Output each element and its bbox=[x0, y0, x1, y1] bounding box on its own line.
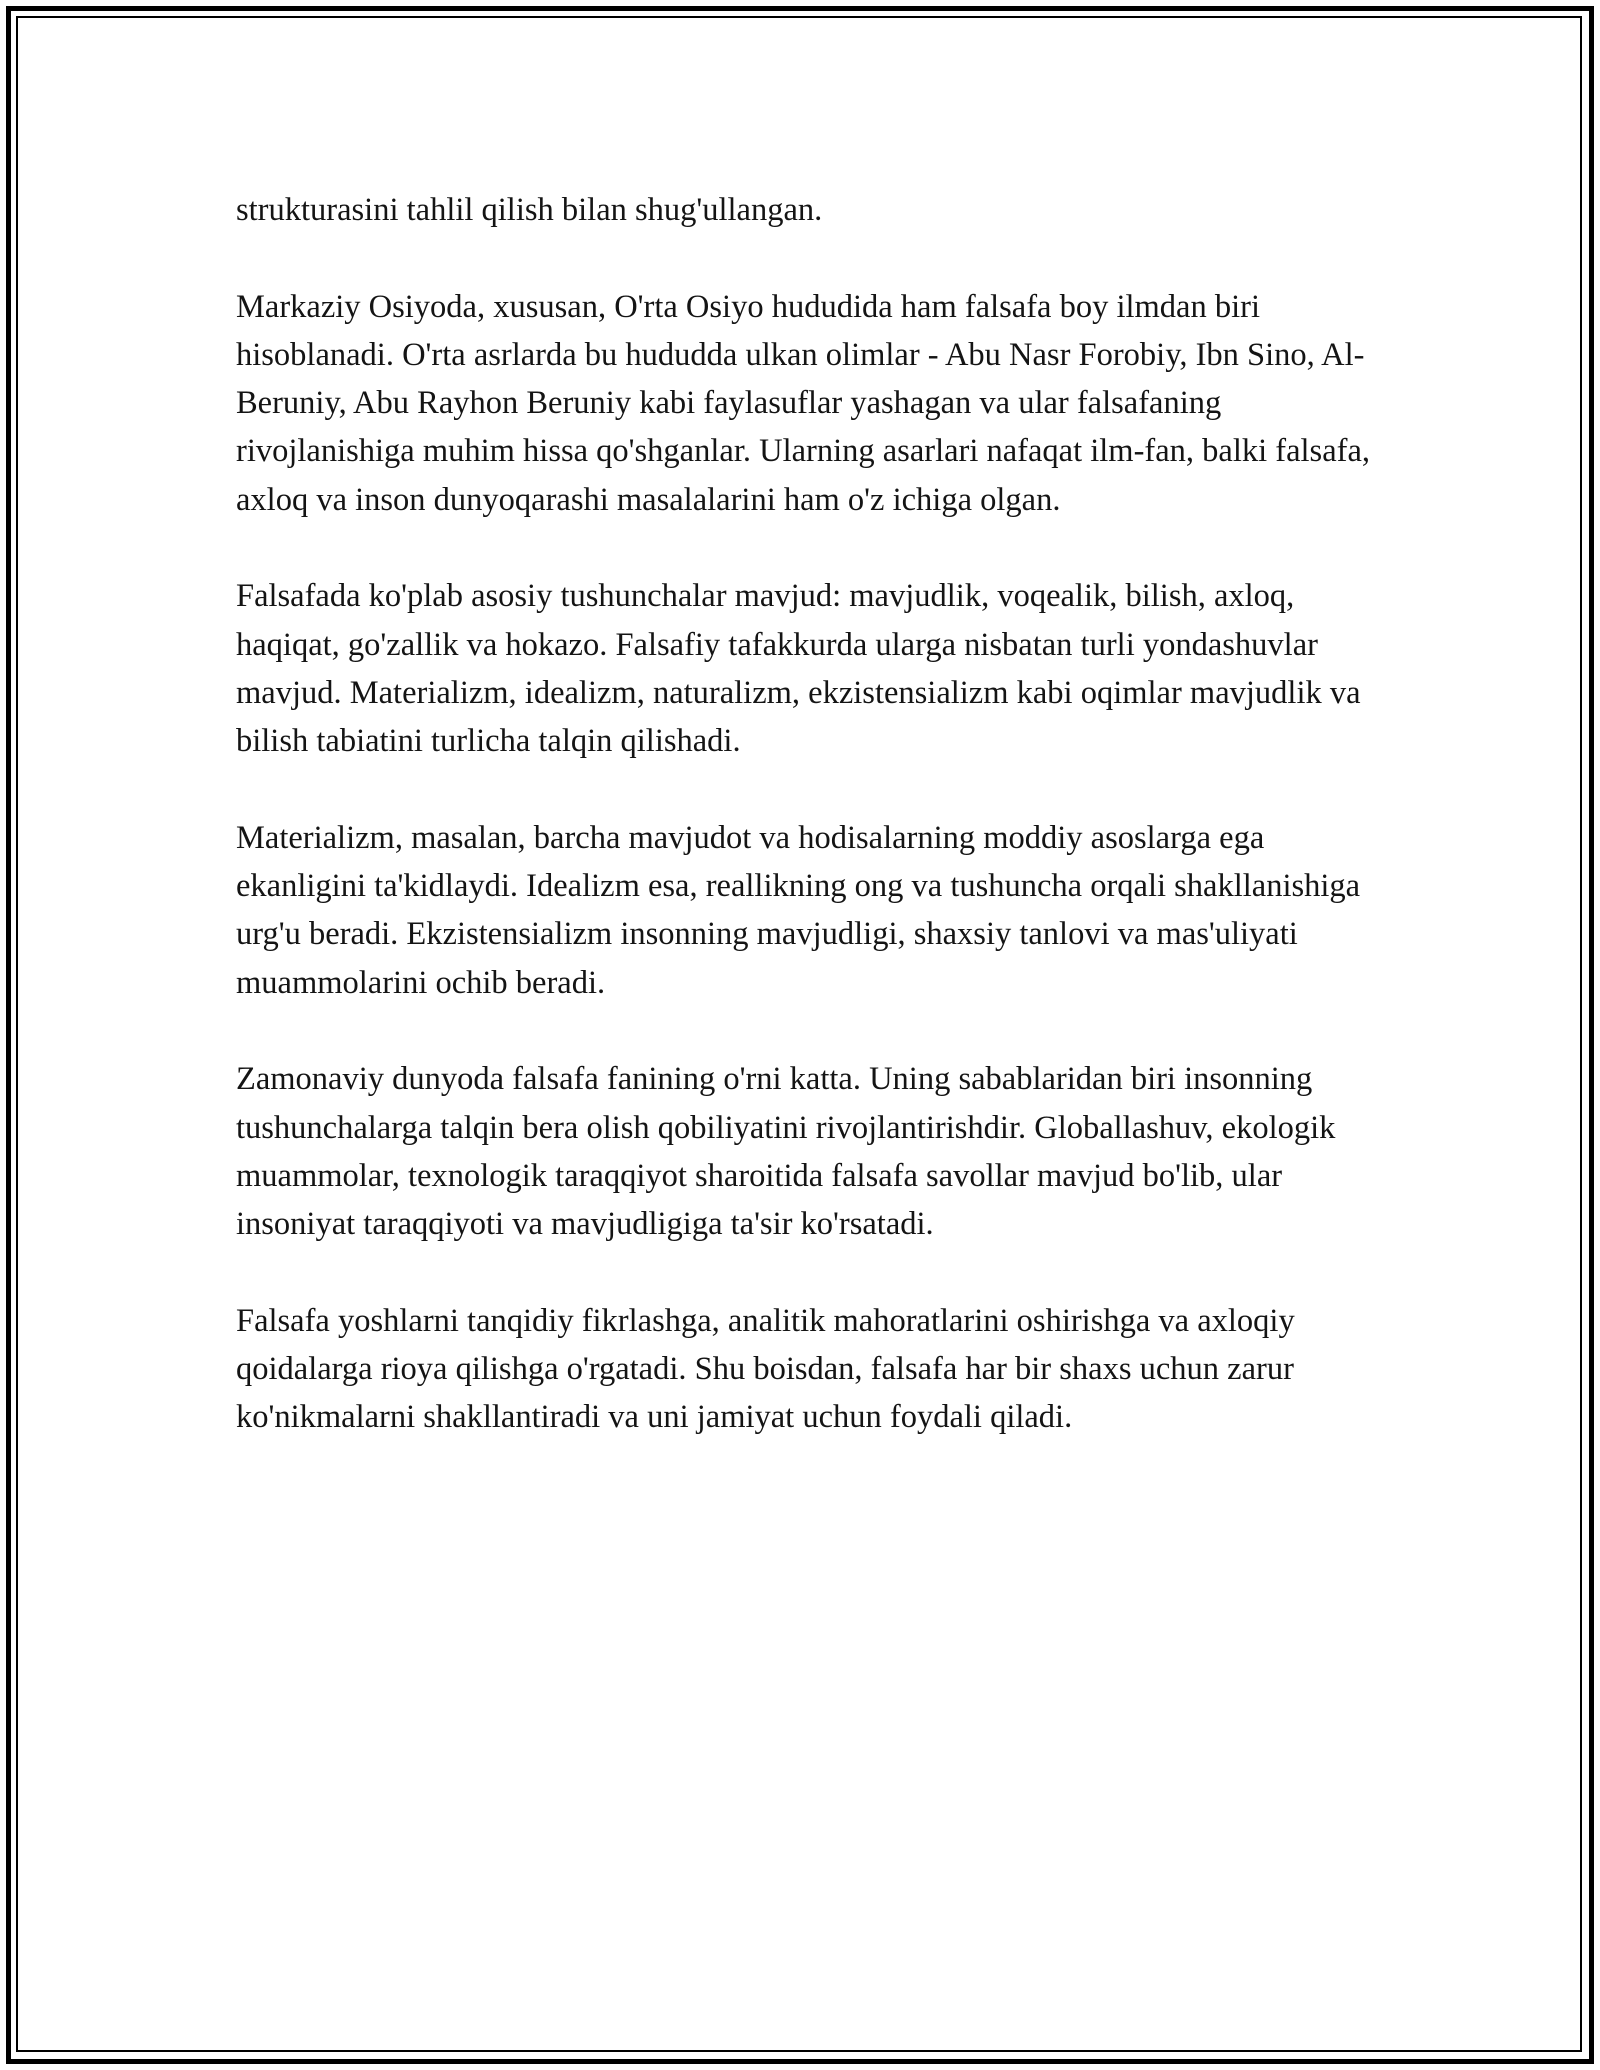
paragraph-5: Zamonaviy dunyoda falsafa fanining o'rni katta. Uning sabablaridan biri insonning tushunchalarga talqin bera olish qobiliyatini rivojlantirishdir. Globallashuv, ekologik muammolar, texnologik taraqqiyot sharoitida falsafa savollar mavjud bo'lib, ular insoniyat taraqqiyoti va mavjudligiga ta'sir ko'rsatadi. bbox=[236, 1061, 1336, 1243]
paragraph-1: strukturasini tahlil qilish bilan shug'ullangan. bbox=[236, 192, 823, 228]
paragraph-4: Materializm, masalan, barcha mavjudot va hodisalarning moddiy asoslarga ega ekanligini ta'kidlaydi. Idealizm esa, reallikning ong va tushuncha orqali shakllanishiga urg'u beradi. Ekzistensializm insonning mavjudligi, shaxsiy tanlovi va mas'uliyati muammolarini ochib beradi. bbox=[236, 819, 1361, 1001]
paragraph-6: Falsafa yoshlarni tanqidiy fikrlashga, analitik mahoratlarini oshirishga va axloqiy qoidalarga rioya qilishga o'rgatadi. Shu boisdan, falsafa har bir shaxs uchun zarur ko'nikmalarni shakllantiradi va uni jamiyat uchun foydali qiladi. bbox=[236, 1302, 1295, 1436]
paragraph-2: Markaziy Osiyoda, xususan, O'rta Osiyo hududida ham falsafa boy ilmdan biri hisoblanadi. O'rta asrlarda bu hududda ulkan olimlar - Abu Nasr Forobiy, Ibn Sino, Al-Beruniy, Abu Rayhon Beruniy kabi faylasuflar yashagan va ular falsafaning rivojlanishiga muhim hissa qo'shganlar. Ularning asarlari nafaqat ilm-fan, balki falsafa, axloq va inson dunyoqarashi masalalarini ham o'z ichiga olgan. bbox=[236, 288, 1370, 518]
paragraph-3: Falsafada ko'plab asosiy tushunchalar mavjud: mavjudlik, voqealik, bilish, axloq, haqiqat, go'zallik va hokazo. Falsafiy tafakkurda ularga nisbatan turli yondashuvlar mavjud. Materializm, idealizm, naturalizm, ekzistensializm kabi oqimlar mavjudlik va bilish tabiatini turlicha talqin qilishadi. bbox=[236, 578, 1361, 760]
document-body bbox=[236, 186, 1376, 1442]
